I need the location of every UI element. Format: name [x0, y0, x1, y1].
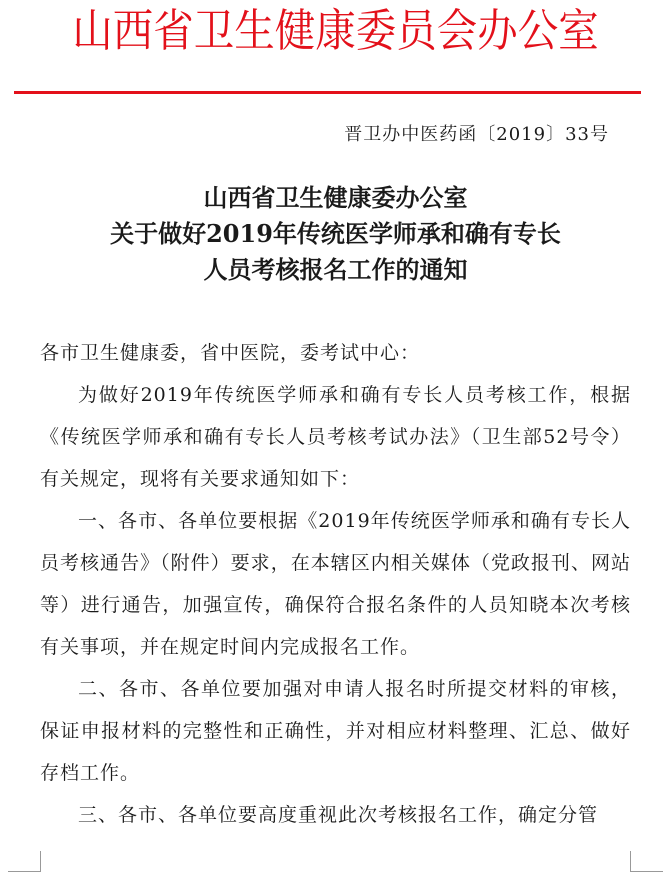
paragraph: 一、各市、各单位要根据《2019年传统医学师承和确有专长人员考核通告》（附件）要求，在本辖区内相关媒体（党政报刊、网站等）进行通告，加强宣传，确保符合报名条件的人员知晓本次考核有关事项，并在规定时间内完成报名工作。	[40, 510, 631, 658]
title-line: 关于做好2019年传统医学师承和确有专长	[110, 219, 561, 248]
issuing-office-header: 山西省卫生健康委员会办公室	[72, 4, 599, 57]
salutation: 各市卫生健康委，省中医院，委考试中心：	[40, 342, 421, 364]
red-header-rule	[14, 91, 641, 94]
paragraph: 三、各市、各单位要高度重视此次考核报名工作，确定分管	[78, 804, 599, 826]
document-number: 晋卫办中医药函〔2019〕33号	[344, 124, 609, 145]
title-line: 人员考核报名工作的通知	[203, 255, 468, 284]
page-corner-mark	[630, 851, 663, 872]
paragraph: 二、各市、各单位要加强对申请人报名时所提交材料的审核，保证申报材料的完整性和正确性，并对相应材料整理、汇总、做好存档工作。	[40, 678, 631, 784]
document-body	[40, 332, 631, 836]
title-line: 山西省卫生健康委办公室	[203, 183, 468, 212]
paragraph: 为做好2019年传统医学师承和确有专长人员考核工作，根据《传统医学师承和确有专长人员考核考试办法》（卫生部52号令）有关规定，现将有关要求通知如下：	[40, 384, 631, 490]
page-corner-mark	[8, 851, 41, 872]
document-title	[0, 180, 671, 288]
